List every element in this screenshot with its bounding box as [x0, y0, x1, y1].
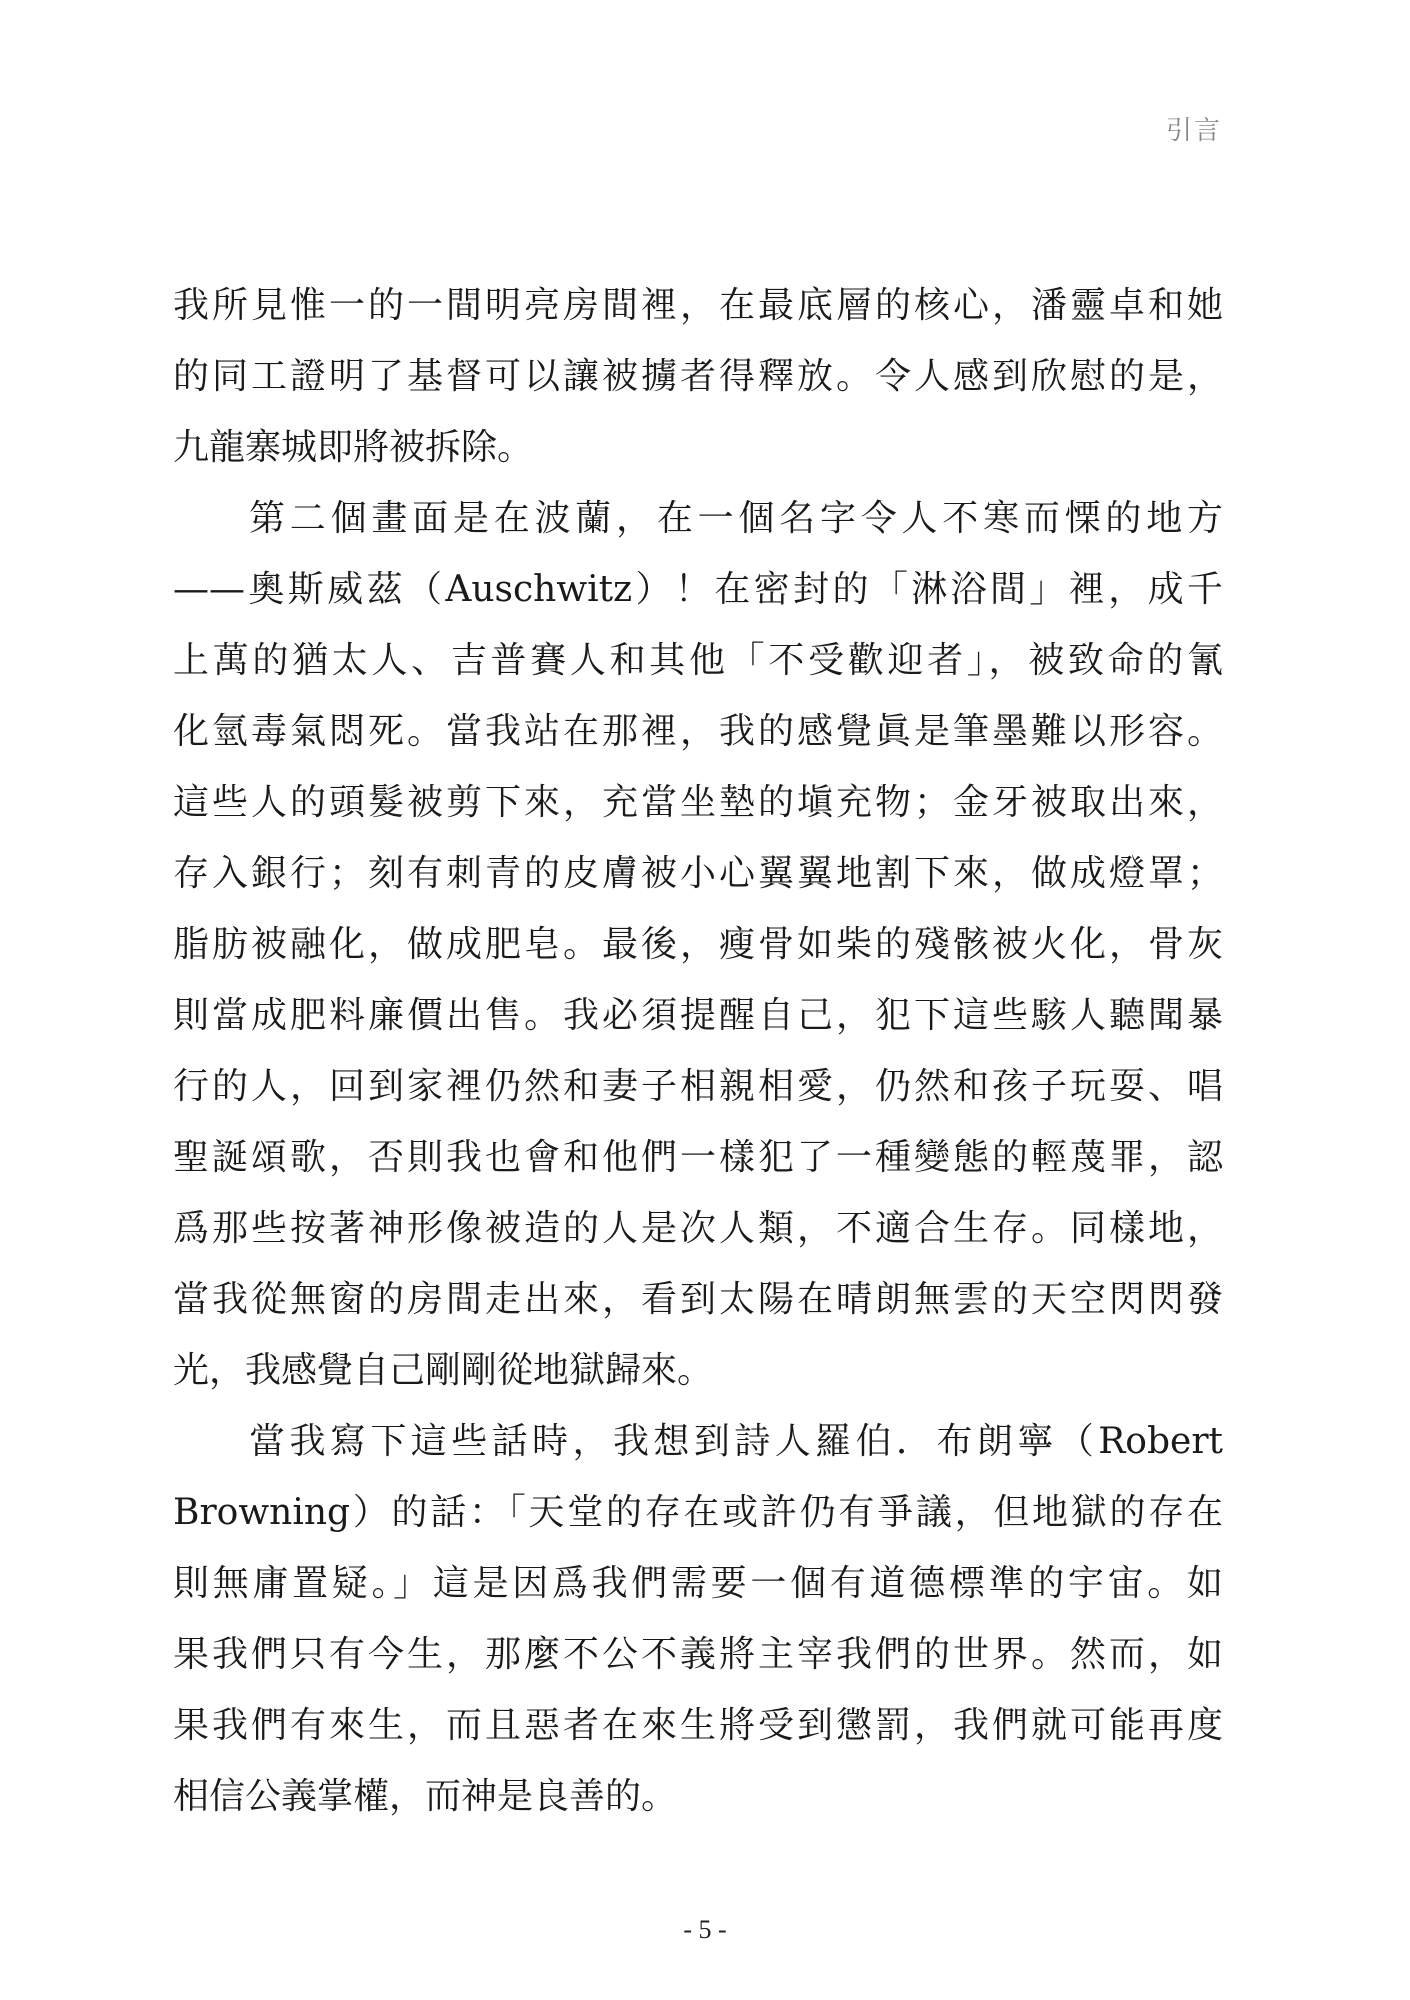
paragraph [173, 483, 1223, 1406]
text-line: 相信公義掌權，而神是良善的。 [173, 1776, 678, 1817]
text-line: 我所見惟一的一間明亮房間裡，在最底層的核心，潘靈卓和她 [173, 285, 1223, 326]
text-line: 化氫毒氣悶死。當我站在那裡，我的感覺眞是筆墨難以形容。 [173, 711, 1223, 752]
text-line: 行的人，回到家裡仍然和妻子相親相愛，仍然和孩子玩耍、唱 [173, 1066, 1223, 1107]
text-line: 九龍寨城即將被拆除。 [173, 427, 534, 468]
text-line: 光，我感覺自己剛剛從地獄歸來。 [173, 1350, 714, 1391]
text-line: 這些人的頭髮被剪下來，充當坐墊的塡充物；金牙被取出來， [173, 782, 1223, 823]
text-line: Browning）的話：「天堂的存在或許仍有爭議，但地獄的存在 [173, 1492, 1223, 1533]
text-line: 爲那些按著神形像被造的人是次人類，不適合生存。同樣地， [173, 1208, 1223, 1249]
text-line: 當我從無窗的房間走出來，看到太陽在晴朗無雲的天空閃閃發 [173, 1279, 1223, 1320]
text-line: 存入銀行；刻有刺青的皮膚被小心翼翼地割下來，做成燈罩； [173, 853, 1223, 894]
running-header: 引言 [1165, 116, 1222, 146]
text-line: 當我寫下這些話時，我想到詩人羅伯．布朗寧（Robert [249, 1421, 1223, 1462]
text-line: 上萬的猶太人、吉普賽人和其他「不受歡迎者」，被致命的氰 [173, 640, 1223, 681]
text-line: 則當成肥料廉價出售。我必須提醒自己，犯下這些駭人聽聞暴 [173, 995, 1223, 1036]
text-line: 脂肪被融化，做成肥皂。最後，瘦骨如柴的殘骸被火化，骨灰 [173, 924, 1223, 965]
body-text [173, 270, 1223, 1832]
text-line: 的同工證明了基督可以讓被擄者得釋放。令人感到欣慰的是， [173, 356, 1223, 397]
text-line: 聖誕頌歌，否則我也會和他們一樣犯了一種變態的輕蔑罪，認 [173, 1137, 1223, 1178]
page-number: - 5 - [683, 1915, 727, 1944]
text-line: 第二個畫面是在波蘭，在一個名字令人不寒而慄的地方 [249, 498, 1223, 539]
text-line: 果我們只有今生，那麼不公不義將主宰我們的世界。然而，如 [173, 1634, 1223, 1675]
paragraph [173, 1406, 1223, 1832]
text-line: 則無庸置疑。」這是因爲我們需要一個有道德標準的宇宙。如 [173, 1563, 1223, 1604]
text-line: ——奧斯威茲（Auschwitz）！在密封的「淋浴間」裡，成千 [173, 569, 1223, 610]
paragraph [173, 270, 1223, 483]
text-line: 果我們有來生，而且惡者在來生將受到懲罰，我們就可能再度 [173, 1705, 1223, 1746]
